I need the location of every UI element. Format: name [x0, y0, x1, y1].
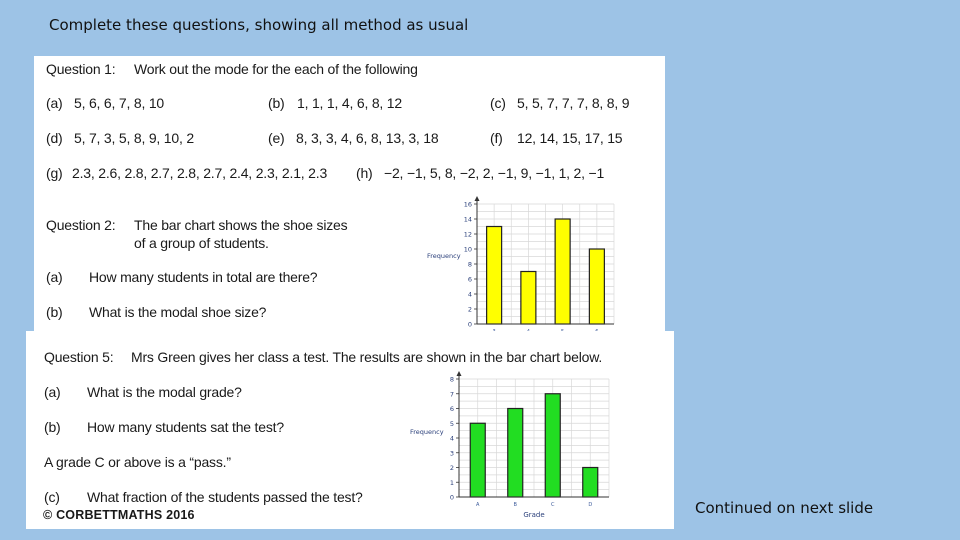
- bar-C: [545, 394, 560, 497]
- y-tick-label: 6: [449, 405, 454, 413]
- y-tick-label: 8: [467, 260, 472, 269]
- q2-prompt-line1: The bar chart shows the shoe sizes: [134, 217, 348, 233]
- q1-d-values: 5, 7, 3, 5, 8, 9, 10, 2: [74, 130, 194, 146]
- copyright-notice: © CORBETTMATHS 2016: [43, 508, 195, 522]
- y-tick-label: 14: [463, 215, 472, 224]
- q1-d-label: (d): [46, 130, 63, 146]
- y-tick-label: 0: [449, 493, 454, 502]
- bar-D: [583, 468, 598, 498]
- bar-5: [555, 219, 570, 324]
- y-tick-label: 2: [449, 464, 454, 472]
- y-tick-label: 8: [449, 375, 454, 384]
- q2-title: Question 2:: [46, 217, 116, 233]
- y-tick-label: 6: [467, 275, 472, 284]
- q5-b-label: (b): [44, 419, 61, 435]
- q1-f-label: (f): [490, 130, 503, 146]
- q1-f-values: 12, 14, 15, 17, 15: [517, 130, 623, 146]
- y-tick-label: 4: [467, 290, 472, 299]
- bar-3: [487, 227, 502, 325]
- y-tick-label: 16: [463, 200, 472, 209]
- y-axis-arrow: [475, 196, 480, 201]
- q1-e-values: 8, 3, 3, 4, 6, 8, 13, 3, 18: [296, 130, 439, 146]
- continued-note: Continued on next slide: [695, 499, 874, 517]
- q2-b-text: What is the modal shoe size?: [89, 304, 267, 320]
- q5-c-label: (c): [44, 489, 60, 505]
- q2-a-label: (a): [46, 269, 63, 285]
- q1-b-label: (b): [268, 95, 285, 111]
- q5-c-text: What fraction of the students passed the test?: [87, 489, 363, 505]
- q1-title: Question 1:: [46, 61, 116, 77]
- worksheet-image-bottom: [26, 331, 674, 529]
- y-axis-label: Frequency: [410, 428, 444, 436]
- x-axis-label: Grade: [523, 511, 545, 519]
- q5-pass-note: A grade C or above is a “pass.”: [44, 454, 231, 470]
- y-tick-label: 0: [467, 320, 472, 329]
- q1-h-values: −2, −1, 5, 8, −2, 2, −1, 9, −1, 1, 2, −1: [384, 165, 605, 181]
- q5-a-label: (a): [44, 384, 61, 400]
- q1-prompt: Work out the mode for the each of the following: [134, 61, 418, 77]
- shoe-size-bar-chart: [424, 194, 624, 332]
- bar-6: [589, 249, 604, 324]
- grade-bar-chart: [404, 369, 634, 525]
- y-tick-label: 10: [463, 245, 472, 254]
- q2-a-text: How many students in total are there?: [89, 269, 318, 285]
- y-tick-label: 7: [449, 390, 454, 399]
- y-tick-label: 5: [449, 419, 454, 428]
- q1-g-label: (g): [46, 165, 63, 181]
- bar-B: [508, 409, 523, 498]
- y-axis-label: Frequency: [427, 252, 461, 260]
- bar-4: [521, 272, 536, 325]
- y-tick-label: 2: [467, 305, 472, 314]
- q1-c-label: (c): [490, 95, 506, 111]
- y-tick-label: 12: [463, 230, 472, 239]
- q1-h-label: (h): [356, 165, 373, 181]
- x-tick-label: D: [588, 502, 593, 508]
- q5-a-text: What is the modal grade?: [87, 384, 242, 400]
- q5-title: Question 5:: [44, 349, 114, 365]
- x-tick-label: B: [513, 502, 517, 508]
- q1-a-label: (a): [46, 95, 63, 111]
- q1-a-values: 5, 6, 6, 7, 8, 10: [74, 95, 164, 111]
- slide-instruction: Complete these questions, showing all method as usual: [49, 16, 469, 34]
- q1-e-label: (e): [268, 130, 285, 146]
- q5-prompt: Mrs Green gives her class a test. The results are shown in the bar chart below.: [131, 349, 603, 365]
- worksheet-image-top: [34, 56, 665, 332]
- bar-A: [470, 423, 485, 497]
- y-tick-label: 3: [449, 449, 454, 458]
- q2-b-label: (b): [46, 304, 63, 320]
- x-tick-label: C: [551, 502, 555, 508]
- y-axis-arrow: [457, 371, 462, 376]
- y-tick-label: 1: [449, 478, 454, 487]
- x-tick-label: A: [476, 502, 480, 508]
- q2-prompt-line2: of a group of students.: [134, 235, 269, 251]
- q1-c-values: 5, 5, 7, 7, 7, 8, 8, 9: [517, 95, 630, 111]
- q1-g-values: 2.3, 2.6, 2.8, 2.7, 2.8, 2.7, 2.4, 2.3, 2.1, 2.3: [72, 165, 328, 181]
- y-tick-label: 4: [449, 434, 454, 443]
- q5-b-text: How many students sat the test?: [87, 419, 284, 435]
- q1-b-values: 1, 1, 1, 4, 6, 8, 12: [297, 95, 402, 111]
